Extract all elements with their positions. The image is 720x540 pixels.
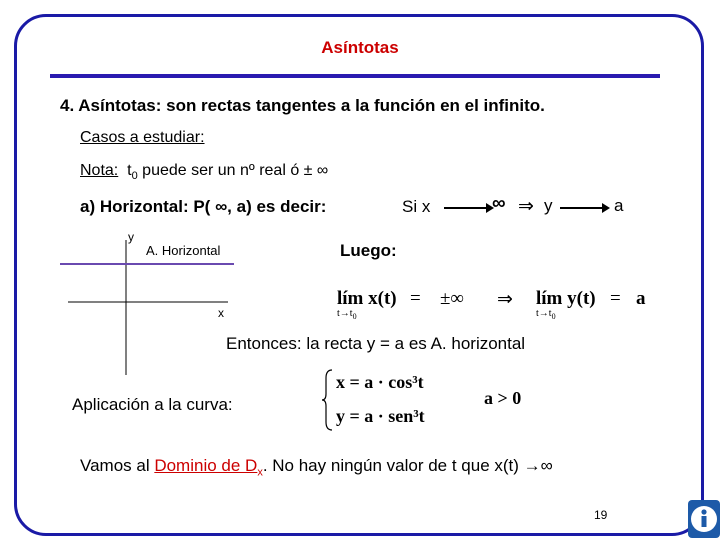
asymptote-graph [60,230,240,380]
si-x-label: Si x [402,197,431,216]
title-rule [50,74,660,78]
limit-2-eq: = [610,288,621,309]
curve-condition: a > 0 [484,388,522,408]
entonces-line: Entonces: la recta y = a es A. horizontal [226,334,526,353]
system-brace [320,368,334,432]
nota-t: t [127,162,132,179]
heading: 4. Asíntotas: son rectas tangentes a la función en el infinito. [60,96,545,115]
limit-1-under: $t\to t_0$ [337,308,357,321]
limit-2-value: a [636,288,646,309]
vamos-prefix: Vamos al [80,456,155,475]
arrow-right-icon-2 [560,200,610,216]
nota-text: puede ser un nº real ó ± ∞ [137,162,329,179]
horizontal-expr: P( ∞, a) es decir: [193,197,327,216]
curve-x-eq: x = a · cos³t [336,372,424,392]
nota-label: Nota: [80,162,119,179]
graph-y-label: y [128,230,134,244]
limit-1-value: ±∞ [440,288,464,309]
limit-2-under: $t\to t_0$ [536,308,556,321]
arrow-right-icon [444,200,494,216]
limit-1: lím x(t) [337,288,397,309]
si-a: a [614,196,624,215]
info-icon[interactable] [688,500,720,538]
casos-label: Casos a estudiar: [80,129,205,146]
horizontal-label: a) Horizontal: [80,197,189,216]
vamos-line [80,456,553,478]
limit-1-eq: = [410,288,421,309]
aplicacion-label: Aplicación a la curva: [72,395,233,414]
implies-symbol: ⇒ [518,196,534,217]
curve-y-eq: y = a · sen³t [336,406,425,426]
page-number: 19 [594,508,608,522]
limit-implies: ⇒ [497,289,513,310]
si-infinity: ∞ [492,193,506,214]
dominio-link[interactable]: Dominio de $D_x$ [154,456,263,479]
graph-x-label: x [218,306,224,320]
nota-line [80,162,328,182]
si-y: y [544,196,553,215]
limit-2: lím y(t) [536,288,596,309]
horizontal-line [80,197,326,217]
slide-title: Asíntotas [321,38,399,57]
luego-label: Luego: [340,241,397,260]
graph-asymptote-label: A. Horizontal [146,243,221,258]
vamos-suffix: . No hay ningún valor de t que x(t) →∞ [262,456,553,475]
nota-t-sub: 0 [131,170,138,183]
